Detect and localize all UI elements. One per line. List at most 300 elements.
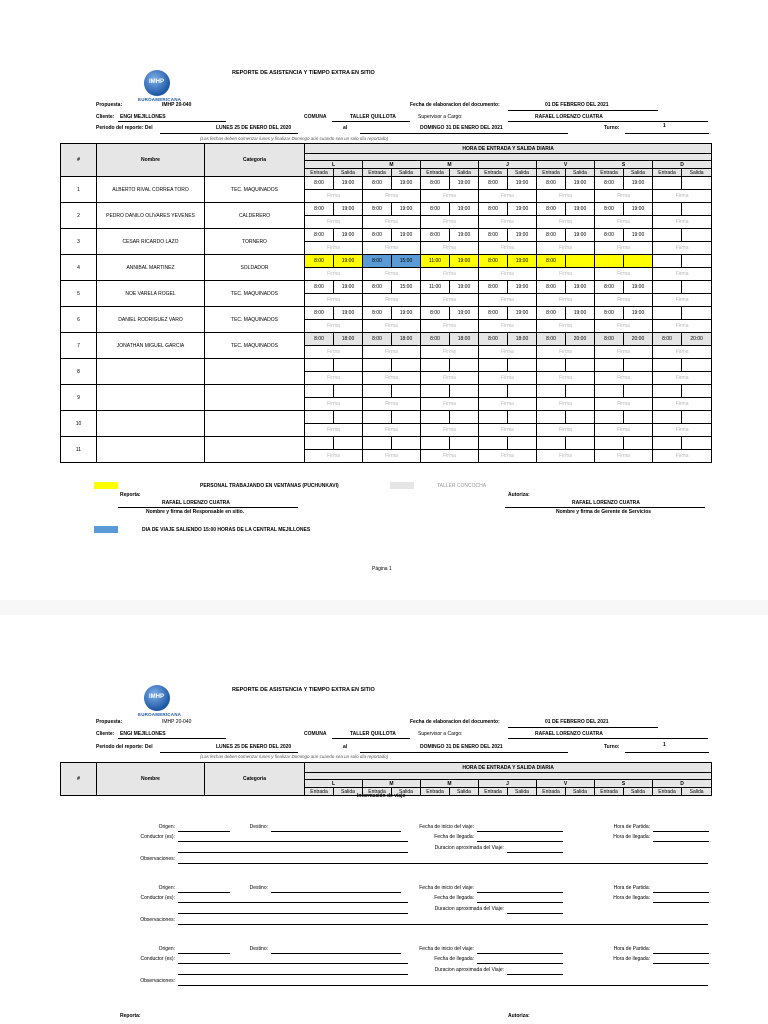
travel-fill-line — [178, 953, 230, 954]
time-cell — [363, 411, 392, 424]
time-cell: 19:00 — [624, 229, 653, 242]
time-cell: 19:00 — [566, 229, 595, 242]
firma-cell: Firma — [363, 268, 421, 281]
employee-category: TEC. MAQUINADOS — [205, 281, 305, 307]
time-cell: 8:00 — [363, 281, 392, 294]
time-cell — [624, 359, 653, 372]
legend-blue-swatch — [94, 526, 118, 533]
entrada-header: Entrada — [363, 788, 392, 796]
time-cell — [392, 437, 421, 450]
firma-cell: Firma — [305, 294, 363, 307]
travel-fill-line — [178, 963, 408, 964]
travel-fill-line — [507, 913, 563, 914]
time-cell: 8:00 — [479, 333, 508, 346]
firma-cell: Firma — [305, 398, 363, 411]
day-header: J — [479, 780, 537, 788]
entrada-header: Entrada — [537, 169, 566, 177]
time-cell — [392, 359, 421, 372]
travel-fecha-inicio-label: Fecha de inicio del viaje: — [419, 824, 474, 830]
propuesta-value-2: IMHP 20-040 — [162, 719, 192, 725]
time-cell — [595, 255, 624, 268]
time-cell — [624, 385, 653, 398]
time-cell — [682, 437, 712, 450]
salida-header: Salida — [450, 788, 479, 796]
time-cell: 18:00 — [334, 333, 363, 346]
time-cell: 8:00 — [363, 203, 392, 216]
firma-cell: Firma — [363, 190, 421, 203]
time-cell: 20:00 — [682, 333, 712, 346]
firma-cell: Firma — [305, 346, 363, 359]
time-cell — [363, 359, 392, 372]
entrada-header: Entrada — [653, 788, 682, 796]
firma-cell: Firma — [305, 450, 363, 463]
salida-header: Salida — [624, 788, 653, 796]
logo-tag: IMHP — [149, 79, 164, 85]
time-cell: 8:00 — [305, 229, 334, 242]
travel-fill-line — [178, 902, 408, 903]
time-cell: 8:00 — [537, 307, 566, 320]
time-cell: 19:00 — [334, 255, 363, 268]
time-cell — [682, 307, 712, 320]
time-cell — [363, 385, 392, 398]
time-cell: 8:00 — [305, 255, 334, 268]
time-cell — [479, 359, 508, 372]
time-cell: 8:00 — [479, 281, 508, 294]
col-header-categoria: Categoria — [205, 763, 305, 796]
legend-yellow-swatch — [94, 482, 118, 489]
travel-fill-line — [653, 902, 709, 903]
day-header: L — [305, 780, 363, 788]
time-cell — [479, 437, 508, 450]
time-cell — [595, 437, 624, 450]
comuna-value-2: TALLER QUILLOTA — [350, 731, 396, 737]
periodo-to: DOMINGO 31 DE ENERO DEL 2021 — [420, 125, 503, 131]
firma-cell: Firma — [363, 294, 421, 307]
time-cell: 19:00 — [624, 177, 653, 190]
period-note: (Las fechas deben comenzar lunes y finalizar Domingo aún cuando sea un solo día reportado) — [200, 136, 389, 141]
firma-cell: Firma — [363, 372, 421, 385]
travel-fill-line — [178, 924, 708, 925]
reporta-label-2: Reporta: — [120, 1013, 141, 1019]
employee-category — [205, 411, 305, 437]
travel-hora-partida-label: Hora de Partida: — [613, 824, 650, 830]
header-spacer — [305, 154, 712, 161]
travel-fill-line — [271, 831, 401, 832]
time-cell: 8:00 — [363, 307, 392, 320]
firma-cell: Firma — [537, 216, 595, 229]
row-number: 7 — [61, 333, 97, 359]
time-cell: 19:00 — [450, 307, 479, 320]
time-cell — [334, 385, 363, 398]
fecha-doc-value: 01 DE FEBRERO DEL 2021 — [545, 102, 609, 108]
time-cell — [653, 203, 682, 216]
report-title: REPORTE DE ASISTENCIA Y TIEMPO EXTRA EN SITIO — [232, 70, 375, 76]
time-cell: 19:00 — [624, 203, 653, 216]
firma-cell: Firma — [653, 372, 712, 385]
travel-destino-label: Destino: — [249, 885, 268, 891]
firma-cell: Firma — [421, 398, 479, 411]
time-cell — [566, 359, 595, 372]
travel-fecha-llegada-label: Fecha de llegada: — [434, 956, 474, 962]
travel-fill-line — [477, 902, 563, 903]
firma-cell: Firma — [479, 450, 537, 463]
firma-cell: Firma — [653, 424, 712, 437]
firma-cell: Firma — [363, 424, 421, 437]
travel-destino-label: Destino: — [249, 824, 268, 830]
time-cell: 19:00 — [392, 177, 421, 190]
employee-category — [205, 359, 305, 385]
time-cell: 8:00 — [421, 333, 450, 346]
entrada-header: Entrada — [653, 169, 682, 177]
autoriza-label: Autoriza: — [508, 492, 530, 498]
time-cell: 15:00 — [392, 281, 421, 294]
legend-blue-text: DIA DE VIAJE SALIENDO 15:00 HORAS DE LA CENTRAL MEJILLONES — [142, 527, 311, 533]
table-row — [61, 281, 712, 294]
firma-cell: Firma — [595, 294, 653, 307]
time-cell — [653, 359, 682, 372]
autoriza-label-2: Autoriza: — [508, 1013, 530, 1019]
travel-fill-line — [477, 892, 563, 893]
cliente-label-2: Cliente: — [96, 731, 115, 737]
time-cell — [479, 385, 508, 398]
travel-section-title: Información de viaje — [357, 793, 406, 799]
time-cell — [508, 359, 537, 372]
table-row — [61, 359, 712, 372]
cliente-label: Cliente: — [96, 114, 115, 120]
time-cell — [624, 255, 653, 268]
reporta-name: RAFAEL LORENZO CUATRA — [162, 500, 230, 506]
time-cell: 8:00 — [421, 307, 450, 320]
day-header: S — [595, 780, 653, 788]
time-cell — [682, 177, 712, 190]
travel-fill-line — [178, 913, 408, 914]
time-cell — [682, 281, 712, 294]
legend-gray-text: TALLER CONCOCHA — [437, 483, 487, 489]
table-row — [61, 333, 712, 346]
propuesta-value: IMHP 20-040 — [162, 102, 192, 108]
periodo-to-2: DOMINGO 31 DE ENERO DEL 2021 — [420, 744, 503, 750]
time-cell — [682, 411, 712, 424]
employee-name: CESAR RICARDO LAZO — [97, 229, 205, 255]
travel-fill-line — [507, 974, 563, 975]
time-cell: 19:00 — [508, 307, 537, 320]
firma-cell: Firma — [595, 450, 653, 463]
travel-fecha-inicio-label: Fecha de inicio del viaje: — [419, 885, 474, 891]
travel-hora-partida-label: Hora de Partida: — [613, 946, 650, 952]
travel-fecha-inicio-label: Fecha de inicio del viaje: — [419, 946, 474, 952]
firma-cell: Firma — [595, 372, 653, 385]
firma-cell: Firma — [537, 346, 595, 359]
firma-cell: Firma — [537, 424, 595, 437]
table-row — [61, 229, 712, 242]
time-cell: 8:00 — [537, 255, 566, 268]
table-row — [61, 203, 712, 216]
employee-name: ANNIBAL MARTINEZ — [97, 255, 205, 281]
firma-cell: Firma — [305, 216, 363, 229]
firma-cell: Firma — [421, 268, 479, 281]
col-header-nombre: Nombre — [97, 144, 205, 177]
periodo-al: al — [343, 125, 348, 131]
turno-value-2: 1 — [663, 742, 666, 748]
periodo-label: Periodo del reporte: Del — [96, 125, 153, 131]
time-cell — [334, 411, 363, 424]
time-cell: 19:00 — [508, 177, 537, 190]
day-header: D — [653, 161, 712, 169]
row-number: 3 — [61, 229, 97, 255]
firma-cell: Firma — [653, 242, 712, 255]
firma-cell: Firma — [421, 424, 479, 437]
legend-gray-swatch — [390, 482, 414, 489]
day-header: M — [363, 161, 421, 169]
travel-conductor-label: Conductor (es): — [140, 834, 175, 840]
salida-header: Salida — [334, 169, 363, 177]
firma-cell: Firma — [653, 450, 712, 463]
time-cell — [595, 359, 624, 372]
day-header: M — [421, 780, 479, 788]
firma-cell: Firma — [595, 424, 653, 437]
autoriza-caption: Nombre y firma de Gerente de Servicios — [556, 509, 652, 515]
time-cell — [566, 437, 595, 450]
time-cell: 8:00 — [421, 203, 450, 216]
col-header-categoria: Categoria — [205, 144, 305, 177]
legend-yellow-text: PERSONAL TRABAJANDO EN VENTANAS (PUCHUNKAVI) — [200, 483, 339, 489]
employee-category: TORNERO — [205, 229, 305, 255]
time-cell: 8:00 — [595, 333, 624, 346]
travel-fecha-llegada-label: Fecha de llegada: — [434, 834, 474, 840]
travel-fill-line — [653, 963, 709, 964]
time-cell: 8:00 — [363, 229, 392, 242]
time-cell: 8:00 — [595, 307, 624, 320]
employee-name — [97, 437, 205, 463]
firma-cell: Firma — [595, 190, 653, 203]
fecha-doc-value-2: 01 DE FEBRERO DEL 2021 — [545, 719, 609, 725]
firma-cell: Firma — [653, 268, 712, 281]
fecha-doc-label-2: Fecha de elaboracion del documento: — [410, 719, 500, 725]
time-cell — [653, 437, 682, 450]
time-cell: 20:00 — [624, 333, 653, 346]
employee-name: JONATHAN MIGUEL GARCIA — [97, 333, 205, 359]
logo-tag: IMHP — [149, 694, 164, 700]
travel-observaciones-label: Observaciones: — [140, 917, 175, 923]
time-cell: 8:00 — [305, 333, 334, 346]
comuna-label-2: COMUNA — [304, 731, 327, 737]
firma-cell: Firma — [421, 190, 479, 203]
time-cell: 8:00 — [479, 307, 508, 320]
time-cell: 8:00 — [595, 281, 624, 294]
travel-fill-line — [178, 892, 230, 893]
salida-header: Salida — [508, 169, 537, 177]
time-cell: 8:00 — [595, 229, 624, 242]
time-cell: 11:00 — [421, 255, 450, 268]
row-number: 2 — [61, 203, 97, 229]
time-cell: 18:00 — [392, 333, 421, 346]
time-cell: 8:00 — [537, 229, 566, 242]
comuna-value: TALLER QUILLOTA — [350, 114, 396, 120]
travel-duracion-label: Duracion aproximada del Viaje: — [434, 967, 504, 973]
time-cell — [653, 307, 682, 320]
table-row — [61, 307, 712, 320]
time-cell: 19:00 — [624, 307, 653, 320]
row-number: 10 — [61, 411, 97, 437]
firma-cell: Firma — [479, 372, 537, 385]
salida-header: Salida — [508, 788, 537, 796]
time-cell: 19:00 — [508, 203, 537, 216]
firma-cell: Firma — [363, 242, 421, 255]
time-cell — [653, 177, 682, 190]
time-cell: 19:00 — [334, 281, 363, 294]
group-header-horas: HORA DE ENTRADA Y SALIDA DIARIA — [305, 763, 712, 773]
firma-cell: Firma — [653, 320, 712, 333]
time-cell: 8:00 — [537, 333, 566, 346]
travel-fill-line — [653, 953, 709, 954]
time-cell — [566, 255, 595, 268]
firma-cell: Firma — [537, 398, 595, 411]
travel-fill-line — [178, 863, 708, 864]
travel-observaciones-label: Observaciones: — [140, 856, 175, 862]
employee-category: TEC. MAQUINADOS — [205, 177, 305, 203]
travel-fill-line — [507, 852, 563, 853]
report-page-2 — [0, 615, 768, 1024]
travel-fill-line — [178, 852, 408, 853]
entrada-header: Entrada — [537, 788, 566, 796]
col-header-num: # — [61, 763, 97, 796]
travel-fill-line — [271, 953, 401, 954]
time-cell — [305, 359, 334, 372]
day-header: L — [305, 161, 363, 169]
travel-duracion-label: Duracion aproximada del Viaje: — [434, 845, 504, 851]
day-header: S — [595, 161, 653, 169]
firma-cell: Firma — [421, 242, 479, 255]
time-cell: 19:00 — [566, 307, 595, 320]
time-cell: 19:00 — [392, 203, 421, 216]
firma-cell: Firma — [479, 398, 537, 411]
time-cell — [653, 281, 682, 294]
salida-header: Salida — [566, 788, 595, 796]
time-cell — [305, 411, 334, 424]
time-cell — [537, 385, 566, 398]
firma-cell: Firma — [537, 320, 595, 333]
employee-name — [97, 359, 205, 385]
time-cell: 19:00 — [334, 307, 363, 320]
salida-header: Salida — [624, 169, 653, 177]
time-cell: 19:00 — [508, 255, 537, 268]
time-cell — [450, 437, 479, 450]
row-number: 1 — [61, 177, 97, 203]
time-cell — [682, 203, 712, 216]
entrada-header: Entrada — [479, 788, 508, 796]
time-cell — [421, 411, 450, 424]
time-cell — [334, 359, 363, 372]
travel-fill-line — [178, 985, 708, 986]
row-number: 11 — [61, 437, 97, 463]
time-cell — [566, 385, 595, 398]
time-cell: 19:00 — [334, 177, 363, 190]
travel-fill-line — [653, 841, 709, 842]
time-cell: 8:00 — [537, 203, 566, 216]
company-logo — [140, 70, 186, 116]
supervisor-label: Supervisor a Cargo: — [418, 114, 463, 120]
employee-name: DANIEL RODRIGUEZ VARO — [97, 307, 205, 333]
time-cell — [305, 437, 334, 450]
time-cell — [305, 385, 334, 398]
firma-cell: Firma — [363, 320, 421, 333]
travel-origen-label: Origen: — [158, 885, 175, 891]
salida-header: Salida — [682, 788, 712, 796]
day-header: M — [421, 161, 479, 169]
firma-cell: Firma — [363, 450, 421, 463]
table-row — [61, 385, 712, 398]
firma-cell: Firma — [595, 398, 653, 411]
day-header: J — [479, 161, 537, 169]
firma-cell: Firma — [305, 190, 363, 203]
periodo-label-2: Periodo del reporte: Del — [96, 744, 153, 750]
time-cell — [363, 437, 392, 450]
firma-cell: Firma — [479, 216, 537, 229]
table-row — [61, 437, 712, 450]
time-cell: 19:00 — [508, 229, 537, 242]
firma-cell: Firma — [537, 294, 595, 307]
period-note-2: (Las fechas deben comenzar lunes y finalizar Domingo aún cuando sea un solo día reportado) — [200, 754, 389, 759]
travel-fill-line — [178, 831, 230, 832]
supervisor-label-2: Supervisor a Cargo: — [418, 731, 463, 737]
time-cell — [392, 385, 421, 398]
table-row — [61, 177, 712, 190]
travel-conductor-label: Conductor (es): — [140, 956, 175, 962]
turno-label-2: Turno: — [604, 744, 620, 750]
time-cell: 19:00 — [450, 229, 479, 242]
travel-fill-line — [477, 841, 563, 842]
time-cell — [508, 437, 537, 450]
firma-cell: Firma — [479, 242, 537, 255]
entrada-header: Entrada — [595, 169, 624, 177]
fecha-doc-label: Fecha de elaboracion del documento: — [410, 102, 500, 108]
col-header-nombre: Nombre — [97, 763, 205, 796]
time-cell: 19:00 — [392, 229, 421, 242]
periodo-from: LUNES 25 DE ENERO DEL 2020 — [216, 125, 292, 131]
firma-cell: Firma — [537, 268, 595, 281]
time-cell — [624, 411, 653, 424]
time-cell: 8:00 — [537, 177, 566, 190]
firma-cell: Firma — [479, 424, 537, 437]
travel-fill-line — [653, 892, 709, 893]
cliente-value-2: ENGI MEJILLONES — [120, 731, 166, 737]
firma-cell: Firma — [479, 190, 537, 203]
time-cell: 19:00 — [334, 229, 363, 242]
day-header: V — [537, 161, 595, 169]
time-cell: 8:00 — [479, 203, 508, 216]
day-header: D — [653, 780, 712, 788]
travel-origen-label: Origen: — [158, 946, 175, 952]
turno-value: 1 — [663, 123, 666, 129]
employee-category: TEC. MAQUINADOS — [205, 307, 305, 333]
entrada-header: Entrada — [305, 788, 334, 796]
supervisor-value: RAFAEL LORENZO CUATRA — [535, 114, 603, 120]
time-cell: 8:00 — [595, 203, 624, 216]
time-cell — [508, 411, 537, 424]
travel-fecha-llegada-label: Fecha de llegada: — [434, 895, 474, 901]
employee-category — [205, 385, 305, 411]
autoriza-name: RAFAEL LORENZO CUATRA — [572, 500, 640, 506]
firma-cell: Firma — [537, 450, 595, 463]
time-cell: 8:00 — [305, 281, 334, 294]
time-cell — [624, 437, 653, 450]
periodo-from-2: LUNES 25 DE ENERO DEL 2020 — [216, 744, 292, 750]
firma-cell: Firma — [595, 242, 653, 255]
time-cell — [595, 385, 624, 398]
firma-cell: Firma — [363, 346, 421, 359]
travel-fill-line — [477, 831, 563, 832]
time-cell: 8:00 — [363, 255, 392, 268]
